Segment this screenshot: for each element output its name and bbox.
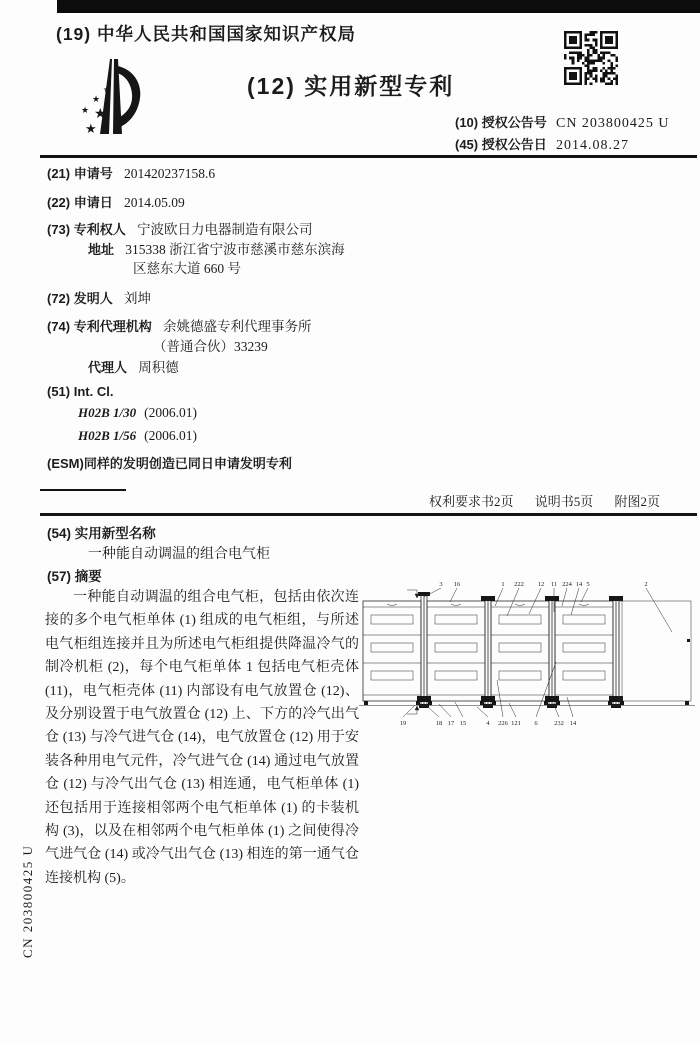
app-date-value: 2014.05.09 [123,195,185,210]
figure-leaders-top [424,588,672,632]
app-date-label: (22) 申请日 [47,195,113,210]
esm-row [47,453,292,472]
svg-text:226: 226 [498,720,508,727]
address-row [88,238,345,258]
pub-no-label: (10) 授权公告号 [455,115,547,130]
cabinet-units [359,590,695,714]
description-pages: 说明书5页 [534,494,594,509]
inventor-label: (72) 发明人 [47,291,113,306]
sipo-logo [76,56,146,140]
intcl-item-2 [78,428,197,444]
svg-text:2: 2 [644,581,648,588]
inventor-value: 刘坤 [123,291,151,306]
left-short-rule [40,489,126,491]
utility-model-title: 一种能自动调温的组合电气柜 [88,547,270,562]
title-section-label: (54) 实用新型名称 [47,526,156,541]
app-no-label: (21) 申请号 [47,166,113,181]
abstract-section-label: (57) 摘要 [47,569,102,584]
drawings-pages: 附图2页 [614,494,660,509]
svg-text:18: 18 [435,720,443,727]
patentee-label: (73) 专利权人 [47,222,126,237]
app-no-value: 201420237158.6 [123,166,216,181]
pub-no-value: CN 203800425 U [555,116,670,131]
address-label: 地址 [88,242,115,257]
pages-note [411,491,660,510]
svg-text:1: 1 [501,581,505,588]
patent-figure [357,577,700,729]
star-icon: ★ [92,94,101,104]
side-publication-code: CN 203800425 U [20,844,35,958]
svg-text:224: 224 [562,581,572,588]
address-value-2: 区慈东大道 660 号 [133,261,241,276]
patentee-row [47,218,312,238]
doc-type-title: (12) 实用新型专利 [247,73,455,99]
svg-text:14: 14 [569,720,577,727]
address-row-2 [125,257,241,277]
application-number-row [47,163,215,182]
application-date-row [47,192,185,211]
svg-text:17: 17 [447,720,455,727]
star-icon: ★ [85,121,97,136]
pub-no-line [455,112,670,132]
svg-text:16: 16 [453,581,461,588]
office-name: (19) 中华人民共和国国家知识产权局 [56,24,356,44]
agency-label: (74) 专利代理机构 [47,319,152,334]
agency-value-2: （普通合伙）33239 [153,339,268,354]
svg-text:4: 4 [486,720,490,727]
intcl-row [47,384,113,400]
svg-text:6: 6 [534,720,538,727]
agency-row-2 [145,335,268,355]
header-rule [40,155,697,158]
qr-code [564,31,618,85]
svg-text:11: 11 [550,581,558,588]
svg-text:3: 3 [439,581,443,588]
body-rule [40,513,697,516]
pub-date-line [455,134,629,154]
star-icon: ★ [81,105,90,115]
pub-date-value: 2014.08.27 [555,138,629,153]
svg-text:121: 121 [511,720,521,727]
svg-text:232: 232 [554,720,564,727]
intcl-year-2: (2006.01) [144,428,198,443]
pub-date-label: (45) 授权公告日 [455,137,547,152]
star-icon: ★ [94,107,107,122]
star-icon: ★ [103,85,111,94]
svg-text:5: 5 [586,581,590,588]
patentee-value: 宁波欧日力电器制造有限公司 [136,222,313,237]
address-value: 315338 浙江省宁波市慈溪市慈东滨海 [125,242,345,257]
agent-value: 周积德 [138,360,179,375]
figure-reference-numerals [400,581,648,727]
abstract-text: 一种能自动调温的组合电气柜，包括由依次连接的多个电气柜单体 (1) 组成的电气柜组，与所述电气柜组连接并且为所述电气柜组提供降温冷气的制冷机柜 (2)，每个电气柜单体 1 包括电气柜壳体 (11)，电气柜壳体 (11) 内部设有电气放置仓 (12)、及分别设置于电气放置仓 (12) 上、下方的冷气出气仓 (13) 与冷气进气仓 (14)，电气放置仓 (12) 用于安装各种用电气元件，冷气进气仓 (14) 通过电气放置仓 (12) 与冷气出气仓 (13) 相连通，电气柜单体 (1) 还包括用于连接相邻两个电气柜单体 (1) 的卡装机构 (3)，以及在相邻两个电气柜单体 (1) 之间使得冷气进气仓 (14) 或冷气出气仓 (13) 相连的第一通气仓连接机构 (5)。 [45,590,359,886]
agency-row [47,315,311,335]
agent-row [88,356,179,376]
svg-text:15: 15 [459,720,467,727]
intcl-label: (51) Int. Cl. [47,384,114,399]
agency-value: 余姚德盛专利代理事务所 [162,319,312,334]
intcl-item-1 [78,405,197,421]
agent-label: 代理人 [88,360,128,375]
intcl-code-2: H02B 1/56 [78,428,137,443]
scan-top-bar [57,0,700,13]
cabinet-connectors [417,592,623,708]
svg-text:12: 12 [537,581,545,588]
svg-text:19: 19 [399,720,407,727]
inventor-row [47,287,151,307]
intcl-year-1: (2006.01) [144,405,198,420]
claims-pages: 权利要求书2页 [428,494,514,509]
refrigeration-cabinet [619,601,691,705]
svg-text:222: 222 [514,581,524,588]
intcl-code-1: H02B 1/30 [78,405,137,420]
esm-note: (ESM)同样的发明创造已同日申请发明专利 [47,456,292,471]
svg-text:14: 14 [575,581,583,588]
